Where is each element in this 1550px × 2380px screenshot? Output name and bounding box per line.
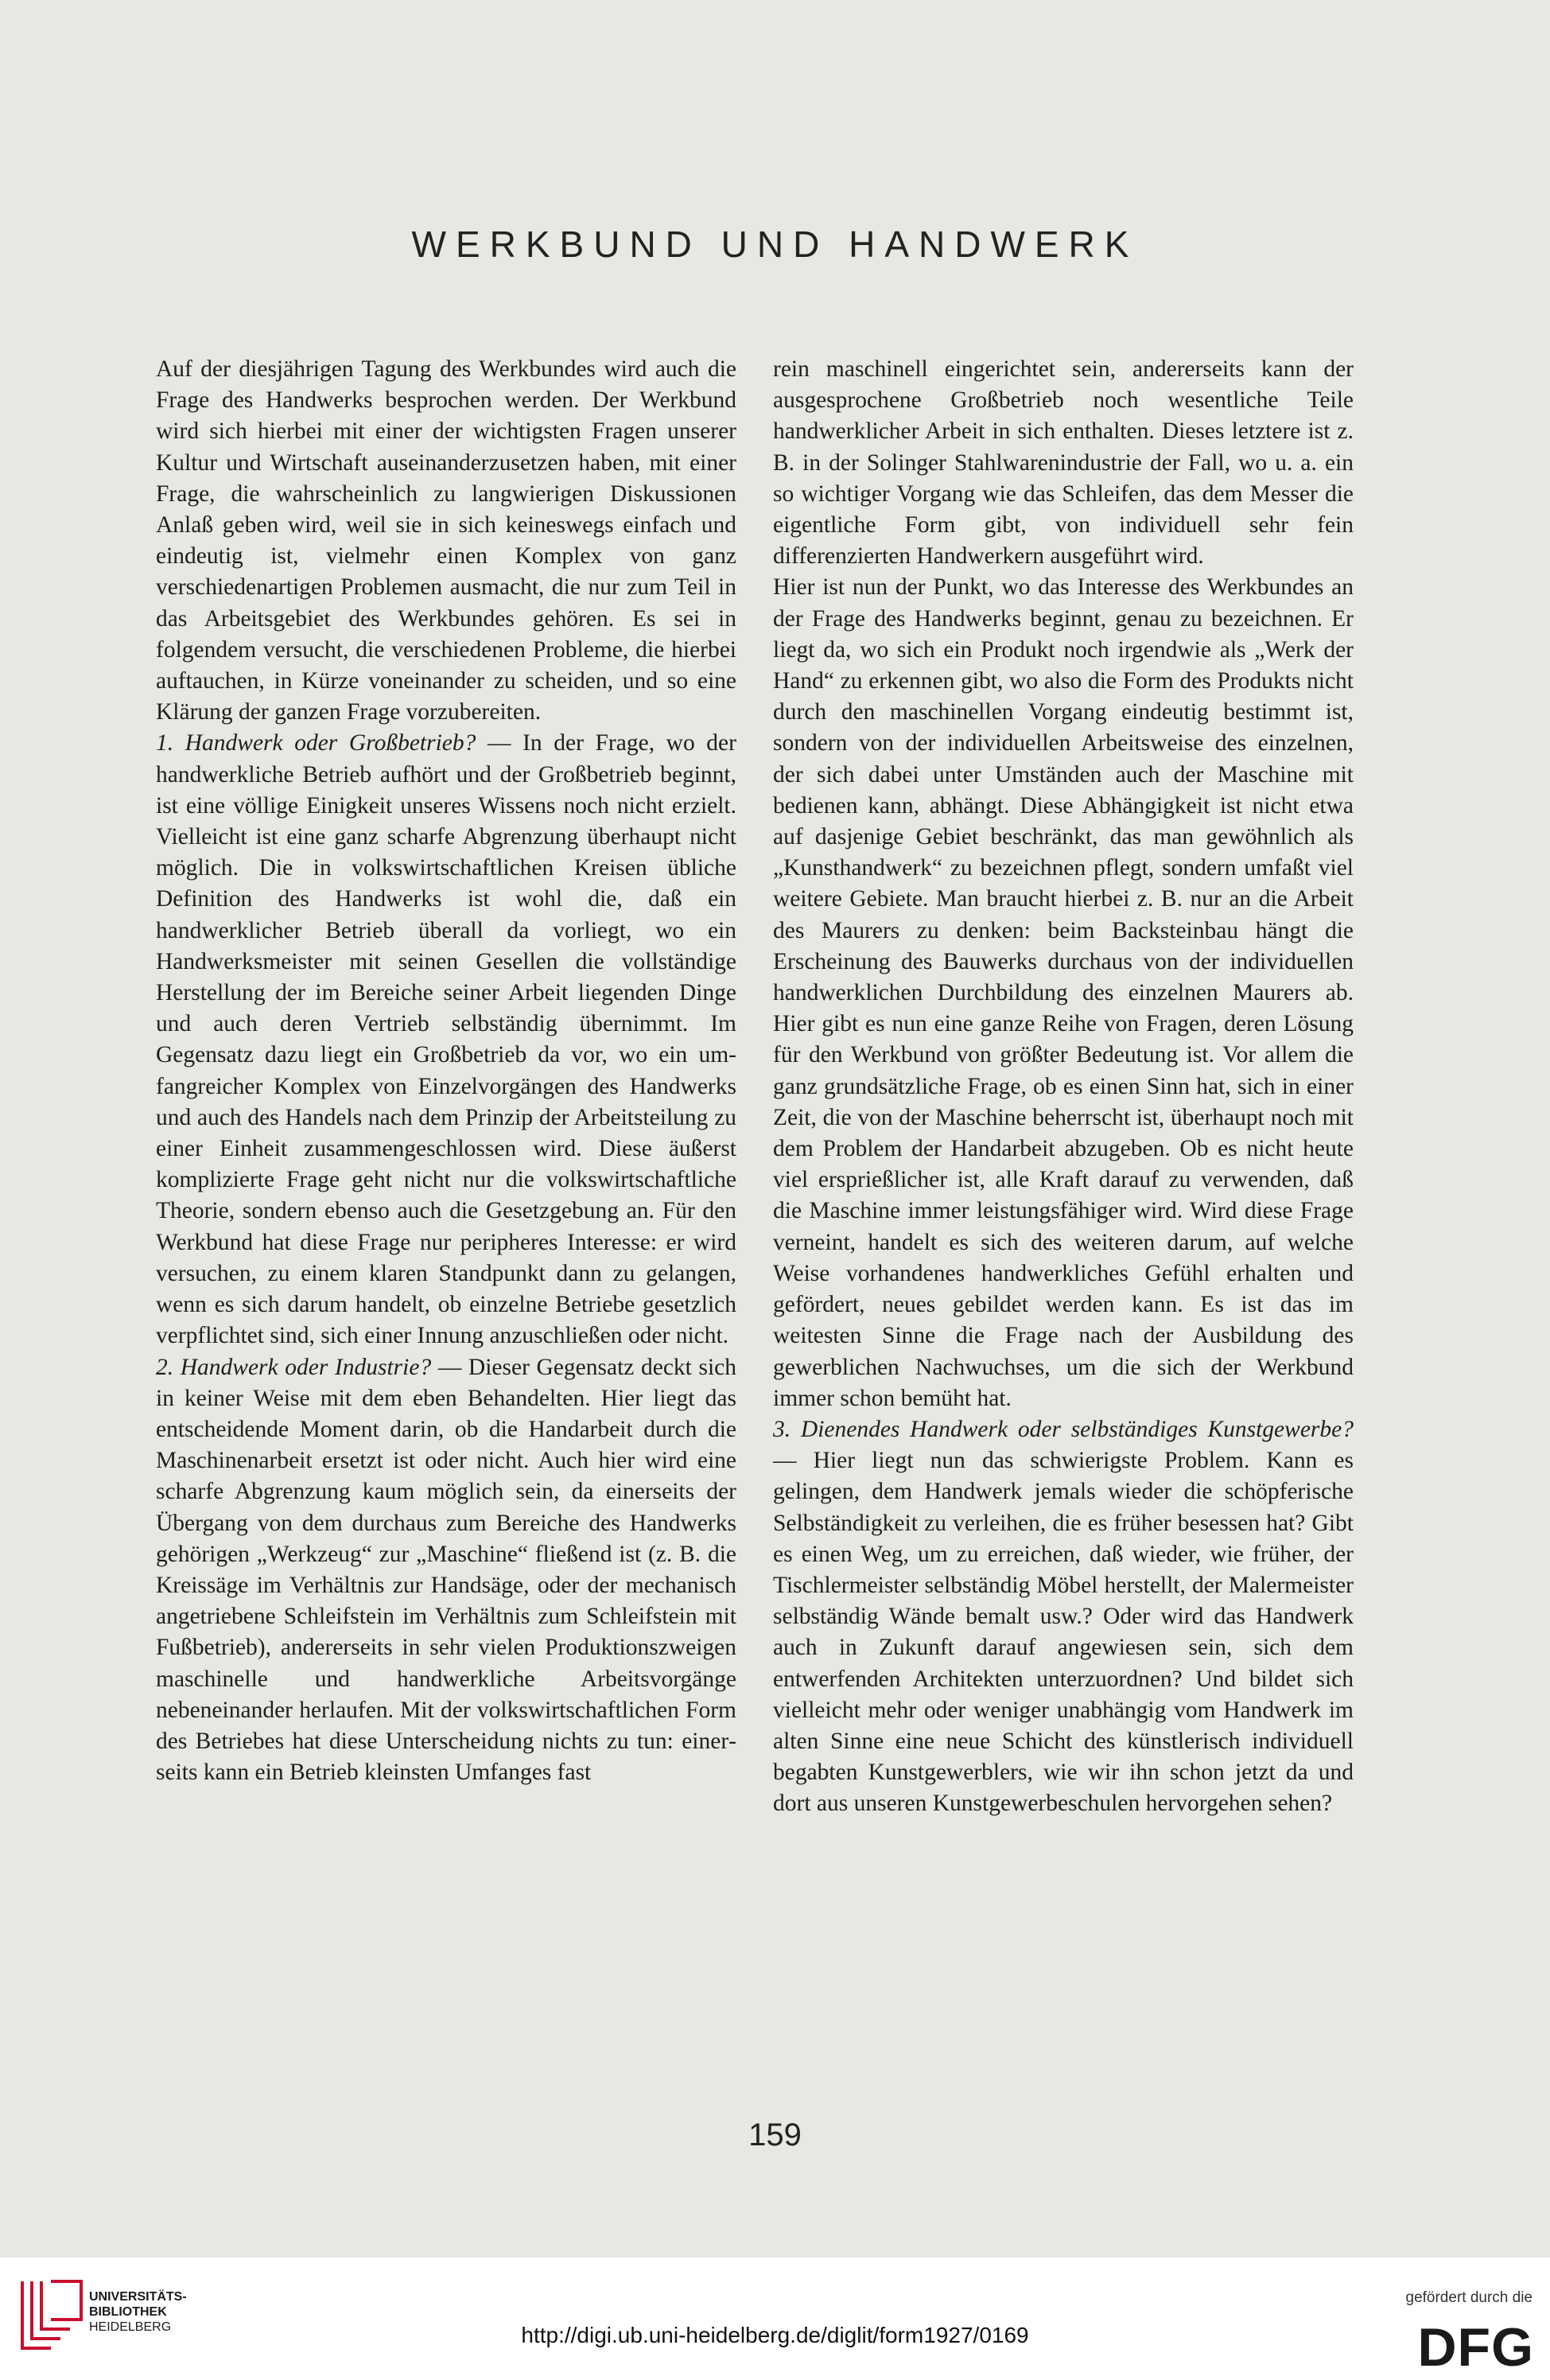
paragraph bbox=[156, 1352, 736, 1789]
paragraph-text: — Hier liegt nun das schwierigste Problem. Kann es gelingen, dem Handwerk jemals wieder die schöpferische Selbständigkeit zu verleihen, die es früher besessen hat? Gibt es einen Weg, um zu erreichen, daß wieder, wie früher, der Tischlermeister selbständig Möbel herstellt, der Malermeister selbständig Wände bemalt usw.? Oder wird das Handwerk auch in Zukunft darauf angewiesen sein, sich dem entwerfenden Architekten unterzuordnen? Und bildet sich vielleicht mehr oder weniger unabhängig vom Handwerk im alten Sinne eine neue Schicht des künstlerisch individuell begabten Kunstgewerblers, wie wir ihn schon jetzt da und dort aus unseren Kunstgewerbeschulen hervorgehen sehen? bbox=[773, 1448, 1354, 1817]
paragraph bbox=[773, 1414, 1354, 1820]
footer-bar bbox=[0, 2258, 1550, 2380]
left-column bbox=[156, 354, 736, 1788]
paragraph-text: Hier ist nun der Punkt, wo das Interesse des Werkbundes an der Frage des Handwerks beginnt, genau zu bezeichnen. Er liegt da, wo sich ein Produkt noch irgendwie als „Werk der Hand“ zu erkennen gibt, wo also die Form des Produkts nicht durch den maschinellen Vorgang eindeutig bestimmt ist, sondern von der individuellen Arbeitsweise des einzelnen, der sich dabei unter Umständen auch der Maschine mit bedienen kann, abhängt. Diese Abhängigkeit ist nicht etwa auf dasjenige Gebiet beschränkt, das man gewöhnlich als „Kunsthandwerk“ zu bezeichnen pflegt, sondern umfaßt viel weitere Gebiete. Man braucht hierbei z. B. nur an die Arbeit des Maurers zu denken: beim Backsteinbau hängt die Erscheinung des Bauwerks durchaus von der individuellen handwerklichen Durchbildung des einzelnen Maurers ab. Hier gibt es nun eine ganze Reihe von Fragen, deren Lösung für den Werkbund von größter Bedeutung ist. Vor allem die ganz grundsätzliche Frage, ob es einen Sinn hat, sich in einer Zeit, die von der Maschine beherrscht ist, überhaupt noch mit dem Problem der Handarbeit abzugeben. Ob es nicht heute viel ersprießlicher ist, alle Kraft darauf zu verwenden, daß die Maschine immer leistungsfähiger wird. Wird diese Frage verneint, handelt es sich des weiteren darum, auf welche Weise vorhandenes handwerkliches Gefühl erhalten und gefördert, neues gebildet werden kann. Es ist das im weitesten Sinne die Frage nach der Ausbildung des gewerblichen Nachwuchses, um die sich der Werkbund immer schon bemüht hat. bbox=[773, 574, 1354, 1411]
page-number: 159 bbox=[748, 2118, 802, 2152]
page-title: WERKBUND UND HANDWERK bbox=[411, 224, 1139, 265]
paragraph-text: rein maschinell eingerichtet sein, andererseits kann der ausgesprochene Großbetrieb noch wesentliche Teile handwerklicher Arbeit in sich enthalten. Dieses letztere ist z. B. in der Solinger Stahlwarenindustrie der Fall, wo u. a. ein so wichtiger Vorgang wie das Schleifen, das dem Messer die eigentliche Form gibt, von individuell sehr fein differenzierten Handwerkern ausgeführt wird. bbox=[773, 356, 1354, 570]
paragraph-text: — In der Frage, wo der handwerkliche Betrieb aufhört und der Großbetrieb beginnt, ist eine völlige Einigkeit unseres Wissens noch nicht erzielt. Vielleicht ist eine ganz scharfe Abgrenzung überhaupt nicht möglich. Die in volkswirtschaftlichen Kreisen übliche Definition des Handwerks ist wohl die, daß ein handwerklicher Betrieb überall da vorliegt, wo ein Handwerksmeister mit seinen Gesellen die vollständige Herstellung der im Bereiche seiner Arbeit liegenden Dinge und auch deren Vertrieb selbständig übernimmt. Im Gegensatz dazu liegt ein Großbetrieb da vor, wo ein umfangreicher Komplex von Einzelvorgängen des Handwerks und auch des Handels nach dem Prinzip der Arbeitsteilung zu einer Einheit zusammengeschlossen wird. Diese äußerst komplizierte Frage geht nicht nur die volkswirtschaftliche Theorie, sondern ebenso auch die Gesetzgebung an. Für den Werkbund hat diese Frage nur peripheres Interesse: er wird versuchen, zu einem klaren Standpunkt dann zu gelangen, wenn es sich darum handelt, ob einzelne Betriebe gesetzlich verpflichtet sind, sich einer Innung anzuschließen oder nicht. bbox=[156, 730, 736, 1349]
paragraph bbox=[156, 728, 736, 1351]
source-url-link[interactable]: http://digi.ub.uni-heidelberg.de/diglit/form1927/0169 bbox=[521, 2323, 1029, 2347]
section-heading: 1. Handwerk oder Großbetrieb? bbox=[156, 730, 476, 756]
paragraph bbox=[773, 354, 1354, 572]
section-heading: 3. Dienendes Handwerk oder selbständiges Kunstgewerbe? bbox=[773, 1416, 1354, 1442]
dfg-logo: DFG bbox=[1417, 2317, 1534, 2378]
library-name-line: UNIVERSITÄTS- bbox=[89, 2290, 187, 2304]
paragraph-text: Auf der diesjährigen Tagung des Werkbundes wird auch die Frage des Handwerks besprochen werden. Der Werkbund wird sich hierbei mit einer der wichtigsten Fragen unserer Kultur und Wirtschaft auseinanderzusetzen haben, mit einer Frage, die wahrscheinlich zu langwierigen Diskussionen Anlaß geben wird, weil sie in sich keineswegs einfach und eindeutig ist, vielmehr einen Komplex von ganz verschiedenartigen Problemen ausmacht, die nur zum Teil in das Arbeitsgebiet des Werkbundes gehören. Es sei in folgendem versucht, die verschiedenen Probleme, die hierbei auftauchen, in Kürze voneinander zu scheiden, und so eine Klärung der ganzen Frage vorzubereiten. bbox=[156, 356, 736, 725]
library-name-line: BIBLIOTHEK bbox=[89, 2305, 167, 2319]
section-heading: 2. Handwerk oder Industrie? bbox=[156, 1354, 432, 1380]
library-name-line: HEIDELBERG bbox=[89, 2320, 172, 2334]
paragraph bbox=[156, 354, 736, 728]
paragraph bbox=[773, 572, 1354, 1414]
paragraph-text: — Dieser Gegensatz deckt sich in keiner Weise mit dem eben Behandelten. Hier liegt das entscheidende Moment darin, ob die Handarbeit durch die Maschinenarbeit ersetzt ist oder nicht. Auch hier wird eine scharfe Abgrenzung kaum möglich sein, da einerseits der Übergang von dem durchaus zum Bereiche des Handwerks gehörigen „Werkzeug“ zur „Maschine“ fließend ist (z. B. die Kreissäge im Verhältnis zur Handsäge, oder der mechanisch angetriebene Schleifstein im Verhältnis zum Schleifstein mit Fußbetrieb), andererseits in sehr vielen Produktionszweigen maschinelle und handwerkliche Arbeitsvorgänge nebeneinander herlaufen. Mit der volkswirtschaftlichen Form des Betriebes hat diese Unterscheidung nichts zu tun: einerseits kann ein Betrieb kleinsten Umfanges fast bbox=[156, 1354, 736, 1786]
funder-caption: gefördert durch die bbox=[1405, 2289, 1533, 2306]
right-column bbox=[773, 354, 1354, 1820]
